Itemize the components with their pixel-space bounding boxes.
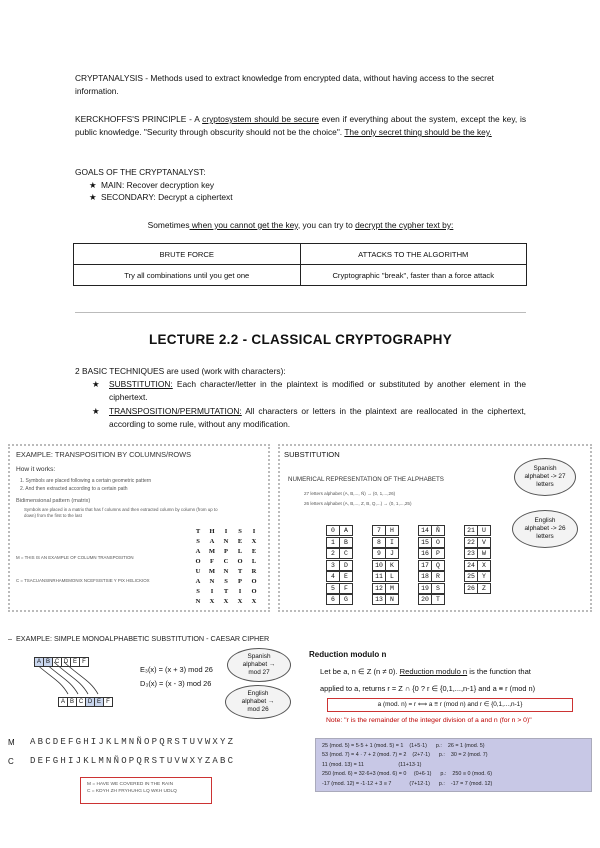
modulo-line2: applied to a, returns r = Z ∩ {0 ? r ∈ {0,1,...,n-1} and a ≡ r (mod n) <box>320 684 536 693</box>
matrix-letter: O <box>251 588 257 595</box>
alphabet-letter-cell: O <box>431 537 445 548</box>
matrix-letter: S <box>224 578 228 585</box>
alphabet-number-cell: 14 <box>418 525 432 536</box>
matrix-letter: N <box>195 598 201 605</box>
english-alphabet-cloud: English alphabet -> 26 letters <box>512 510 578 548</box>
alphabet-letter-cell: H <box>385 525 399 536</box>
c-example: C = KDYH ZH FRYHUHG LQ WKH UDLQ <box>87 789 177 794</box>
technique-item: ★ SUBSTITUTION: Each character/letter in the plaintext is modified or substituted by another element in the ciphertext. <box>92 379 526 402</box>
star-bullet-icon: ★ <box>89 192 97 202</box>
table-row <box>74 244 527 265</box>
alphabet-letter-cell: Z <box>477 583 491 594</box>
alphabet-letter-cell: A <box>339 525 353 536</box>
matrix-letter: R <box>251 568 257 575</box>
english-mod-cloud: English alphabet → mod 26 <box>225 685 291 719</box>
matrix-letter: I <box>238 588 242 595</box>
technique-item: ★ TRANSPOSITION/PERMUTATION: All characters or letters in the plaintext are reallocated in the ciphertext, according to some rule, without any modification. <box>92 406 526 429</box>
alphabet-number-cell: 1 <box>326 537 340 548</box>
decryption-formula: D₃(x) = (x - 3) mod 26 <box>140 679 212 688</box>
cipher-alphabet-label: C <box>8 757 14 766</box>
matrix-letter: A <box>209 538 215 545</box>
alphabet-letter-cell: N <box>385 594 399 605</box>
alphabet-number-cell: 22 <box>464 537 478 548</box>
matrix-letter: E <box>237 538 243 545</box>
alphabet-letter-cell: S <box>431 583 445 594</box>
alphabet-letter-cell: T <box>431 594 445 605</box>
bidim-note: Symbols are placed in a matrix that has f columns and then extracted column by column (from up to down) from the first to the last <box>24 507 218 518</box>
caesar-letter-box: F <box>79 657 89 667</box>
alphabet-number-cell: 17 <box>418 560 432 571</box>
alphabet-number-cell: 4 <box>326 571 340 582</box>
matrix-letter: N <box>223 538 229 545</box>
matrix-letter: F <box>210 558 214 565</box>
alphabet-letter-cell: I <box>385 537 399 548</box>
matrix-letter: T <box>195 528 201 535</box>
alphabet-number-cell: 0 <box>326 525 340 536</box>
alphabet-number-cell: 11 <box>372 571 386 582</box>
matrix-letter: T <box>223 588 229 595</box>
sometimes-line: Sometimes when you cannot get the key, you can try to decrypt the cypher text by: <box>147 220 454 230</box>
table-header: BRUTE FORCE <box>74 244 301 265</box>
matrix-letter: X <box>251 598 257 605</box>
alphabet-number-cell: 23 <box>464 548 478 559</box>
panel-title: EXAMPLE: TRANSPOSITION BY COLUMNS/ROWS <box>16 450 192 459</box>
alphabet-letter-cell: K <box>385 560 399 571</box>
matrix-letter: O <box>237 558 243 565</box>
matrix-letter: X <box>223 598 229 605</box>
substitution-panel <box>278 444 592 612</box>
cipher-alphabet: DEFGHIJKLMNÑOPQRSTUVWXYZABC <box>30 756 236 766</box>
alphabet-letter-cell: Q <box>431 560 445 571</box>
step-item: 2. And then extracted according to a certain path <box>20 486 128 492</box>
modulo-example-line: -17 (mod. 12) = -1·12 + 3 ≡ 7 (7+12·1) p.: -17 = 7 (mod. 12) <box>322 780 493 787</box>
alphabet-letter-cell: D <box>339 560 353 571</box>
alphabet-letter-cell: G <box>339 594 353 605</box>
alphabet-number-cell: 9 <box>372 548 386 559</box>
caesar-letter-box: F <box>103 697 113 707</box>
matrix-letter: N <box>223 568 229 575</box>
alphabet-number-cell: 10 <box>372 560 386 571</box>
kerckhoffs-paragraph: KERCKHOFFS'S PRINCIPLE - A cryptosystem should be secure even if everything about the system, except the key, is public knowledge. "Security through obscurity should not be the choice". The only secret thing should be the key. <box>75 114 527 137</box>
matrix-letter: T <box>237 568 243 575</box>
caesar-example-box <box>80 777 212 804</box>
alphabet-letter-cell: R <box>431 571 445 582</box>
step-item: 1. Symbols are placed following a certain geometric pattern <box>20 478 152 484</box>
lecture-title: LECTURE 2.2 - CLASSICAL CRYPTOGRAPHY <box>148 332 453 347</box>
matrix-letter: A <box>195 548 201 555</box>
m-line: M = THIS IS AN EXAMPLE OF COLUMN TRANSPOSITION <box>16 555 134 560</box>
matrix-letter: P <box>224 548 228 555</box>
alphabet-number-cell: 2 <box>326 548 340 559</box>
caesar-letter-box: D <box>85 697 95 707</box>
alphabet-letter-cell: W <box>477 548 491 559</box>
caesar-bottom-row <box>58 697 112 707</box>
caesar-letter-box: E <box>94 697 104 707</box>
modulo-title: Reduction modulo n <box>309 650 387 659</box>
alphabet-letter-cell: B <box>339 537 353 548</box>
how-label: How it works: <box>16 466 56 473</box>
alphabet-number-cell: 13 <box>372 594 386 605</box>
matrix-letter: M <box>208 568 216 575</box>
table-cell: Cryptographic "break", faster than a force attack <box>300 265 527 286</box>
encryption-formula: E₃(x) = (x + 3) mod 26 <box>140 665 213 674</box>
matrix-letter: O <box>251 578 257 585</box>
alphabet-letter-cell: J <box>385 548 399 559</box>
modulo-definition-box: a (mod. n) = r ⟺ a ≡ r (mod n) and r ∈ {0,1,...,n-1} <box>327 698 573 712</box>
alphabet-letter-cell: X <box>477 560 491 571</box>
alphabet-number-cell: 8 <box>372 537 386 548</box>
alphabet-letter-cell: M <box>385 583 399 594</box>
alphabet-number-cell: 16 <box>418 548 432 559</box>
caesar-letter-box: B <box>67 697 77 707</box>
matrix-letter: L <box>237 548 243 555</box>
caesar-letter-box: A <box>58 697 68 707</box>
caesar-title: – EXAMPLE: SIMPLE MONOALPHABETIC SUBSTITUTION - CAESAR CIPHER <box>8 634 270 643</box>
modulo-example-line: 11 (mod. 13) = 11 (11+13·1) <box>322 761 422 768</box>
matrix-letter: H <box>209 528 215 535</box>
plain-alphabet: ABCDEFGHIJKLMNÑOPQRSTUVWXYZ <box>30 737 236 747</box>
matrix-letter: N <box>209 578 215 585</box>
modulo-note: Note: "r is the remainder of the integer division of a and n (for n > 0)" <box>326 717 532 724</box>
caesar-letter-box: A <box>34 657 44 667</box>
alphabet-number-cell: 24 <box>464 560 478 571</box>
alphabet-letter-cell: V <box>477 537 491 548</box>
matrix-letter: X <box>209 598 215 605</box>
caesar-top-row <box>34 657 88 667</box>
alphabet-number-cell: 26 <box>464 583 478 594</box>
bidim-label: Bidimensional pattern (matrix) <box>16 498 91 504</box>
caesar-letter-box: C <box>76 697 86 707</box>
alphabet-letter-cell: P <box>431 548 445 559</box>
matrix-letter: P <box>238 578 242 585</box>
goals-list <box>75 179 526 203</box>
attack-table <box>73 243 527 286</box>
matrix-letter: X <box>237 598 243 605</box>
bullet-item: 26 letters alphabet (A, B,..., Z, B, Q,...) → (0, 1,...,25) <box>304 501 412 506</box>
spanish-alphabet-cloud: Spanish alphabet -> 27 letters <box>514 458 576 496</box>
star-bullet-icon: ★ <box>92 406 100 416</box>
alphabet-number-cell: 12 <box>372 583 386 594</box>
alphabet-number-cell: 21 <box>464 525 478 536</box>
transposition-matrix <box>193 528 267 608</box>
star-bullet-icon: ★ <box>92 379 100 389</box>
matrix-letter: E <box>251 548 257 555</box>
transposition-panel <box>8 444 270 612</box>
matrix-letter: S <box>196 588 200 595</box>
alphabet-number-cell: 15 <box>418 537 432 548</box>
caesar-letter-box: B <box>43 657 53 667</box>
divider <box>75 312 526 313</box>
modulo-examples-box <box>315 738 592 792</box>
techniques-intro: 2 BASIC TECHNIQUES are used (work with characters): <box>75 366 286 376</box>
alphabet-letter-cell: F <box>339 583 353 594</box>
alphabet-number-cell: 3 <box>326 560 340 571</box>
alphabet-grid <box>326 525 506 607</box>
alphabet-letter-cell: Ñ <box>431 525 445 536</box>
bullet-item: 27 letters alphabet (A, B,..., Ñ) → (0, 1,...,26) <box>304 491 396 496</box>
alphabet-number-cell: 5 <box>326 583 340 594</box>
panel-subtitle: NUMERICAL REPRESENTATION OF THE ALPHABETS <box>288 476 444 483</box>
matrix-letter: I <box>210 588 214 595</box>
alphabet-letter-cell: C <box>339 548 353 559</box>
caesar-letter-box: C <box>52 657 62 667</box>
m-example: M = HAVE WE COVERED IN THE RAIN <box>87 782 174 787</box>
matrix-letter: S <box>196 538 200 545</box>
spanish-mod-cloud: Spanish alphabet → mod 27 <box>227 648 291 682</box>
matrix-letter: I <box>224 528 228 535</box>
matrix-letter: L <box>251 558 257 565</box>
table-header: ATTACKS TO THE ALGORITHM <box>300 244 527 265</box>
modulo-example-line: 53 (mod. 7) = 4 · 7 + 2 (mod. 7) = 2 (2+7·1) p.: 30 = 2 (mod. 7) <box>322 752 488 759</box>
goal-item: ★ SECONDARY: Decrypt a ciphertext <box>89 192 233 202</box>
matrix-letter: U <box>195 568 201 575</box>
matrix-letter: C <box>223 558 229 565</box>
alphabet-letter-cell: E <box>339 571 353 582</box>
star-bullet-icon: ★ <box>89 180 97 190</box>
alphabet-number-cell: 20 <box>418 594 432 605</box>
modulo-example-line: 25 (mod. 5) = 5·5 + 1 (mod. 5) = 1 (1+5·1) p.: 26 = 1 (mod. 5) <box>322 743 485 749</box>
cryptanalysis-paragraph: CRYPTANALYSIS - Methods used to extract knowledge from encrypted data, without having access to the secret information. <box>75 73 494 96</box>
panel-title: SUBSTITUTION <box>284 450 340 459</box>
matrix-letter: S <box>238 528 242 535</box>
modulo-line1: Let be a, n ∈ Z (n ≠ 0). Reduction modulo n is the function that <box>320 667 531 676</box>
alphabet-letter-cell: L <box>385 571 399 582</box>
matrix-letter: O <box>195 558 201 565</box>
goals-heading: GOALS OF THE CRYPTANALYST: <box>75 167 206 177</box>
alphabet-number-cell: 7 <box>372 525 386 536</box>
alphabet-number-cell: 25 <box>464 571 478 582</box>
table-row <box>74 265 527 286</box>
alphabet-number-cell: 18 <box>418 571 432 582</box>
alphabet-number-cell: 6 <box>326 594 340 605</box>
table-cell: Try all combinations until you get one <box>74 265 301 286</box>
matrix-letter: I <box>252 528 256 535</box>
alphabet-number-cell: 19 <box>418 583 432 594</box>
goal-item: ★ MAIN: Recover decryption key <box>89 180 215 190</box>
alphabet-letter-cell: Y <box>477 571 491 582</box>
c-line: C = TSACUANSINRHAMEMONIX NCEFSISTSIE Y PIX HELICKIOX <box>16 578 150 583</box>
plain-alphabet-label: M <box>8 738 15 747</box>
modulo-example-line: 250 (mod. 6) = 32·6+3 (mod. 6) = 0 (0+6·1) p.: 250 ≡ 0 (mod. 6) <box>322 771 493 778</box>
caesar-letter-box: D <box>61 657 71 667</box>
matrix-letter: X <box>251 538 257 545</box>
matrix-letter: A <box>195 578 201 585</box>
matrix-letter: M <box>208 548 216 555</box>
caesar-letter-box: E <box>70 657 80 667</box>
alphabet-letter-cell: U <box>477 525 491 536</box>
